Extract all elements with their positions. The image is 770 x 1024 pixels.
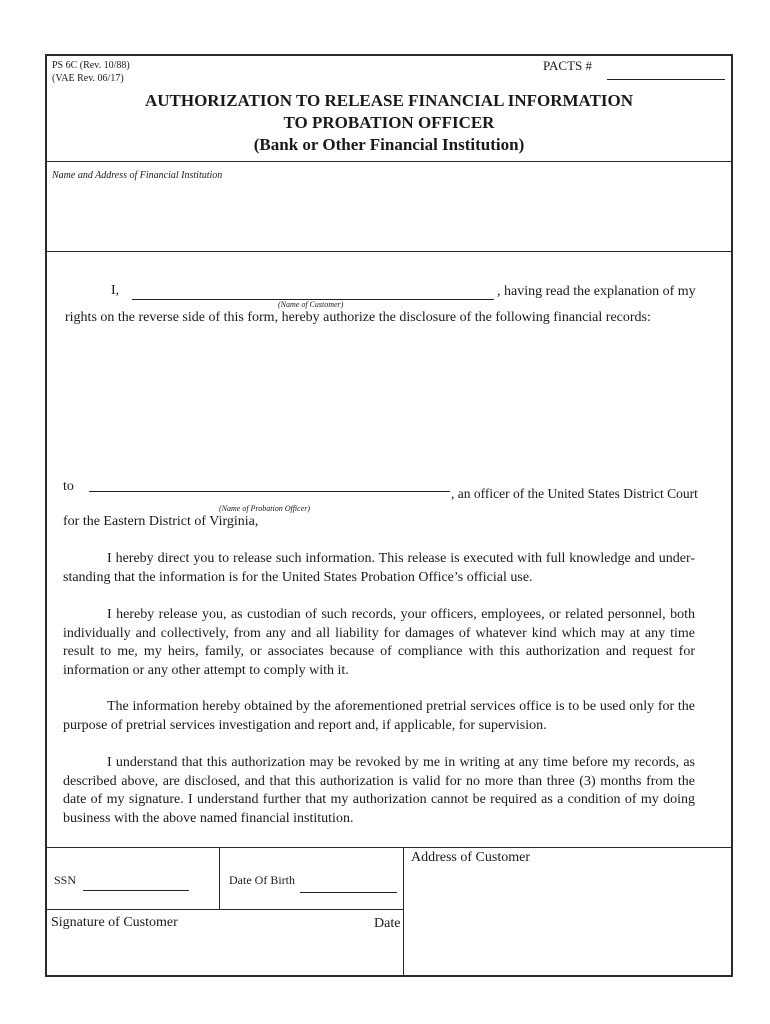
title-line-3: (Bank or Other Financial Institution) [253, 135, 525, 154]
having-read-text: , having read the explanation of my [497, 284, 696, 299]
records-field[interactable] [63, 335, 713, 470]
title-line-1: AUTHORIZATION TO RELEASE FINANCIAL INFORMATION [144, 91, 634, 110]
rights-text: rights on the reverse side of this form, hereby authorize the disclosure of the following financial records: [65, 310, 651, 325]
paragraph-information [63, 698, 695, 735]
paragraph-direct [63, 550, 695, 587]
title-line-2: TO PROBATION OFFICER [283, 113, 495, 132]
dob-label: Date Of Birth [229, 873, 295, 887]
divider [45, 161, 733, 162]
divider [45, 909, 403, 910]
form-number: PS 6C (Rev. 10/88) [52, 60, 130, 71]
date-label: Date [374, 916, 401, 931]
pacts-label: PACTS # [543, 58, 593, 73]
signature-field[interactable] [47, 932, 401, 975]
ssn-field[interactable] [83, 890, 189, 891]
institution-label: Name and Address of Financial Institution [52, 170, 223, 181]
i-label: I, [111, 283, 120, 298]
paragraph-direct-text: I hereby direct you to release such information. This release is executed with full knowledge and under-standing that the information is for the United States Probation Office’s official use. [63, 551, 695, 585]
address-label: Address of Customer [411, 850, 530, 865]
officer-name-field[interactable] [89, 491, 450, 492]
paragraph-revocation-text: I understand that this authorization may be revoked by me in writing at any time before my records, as described above, are disclosed, and that this authorization is valid for no more than three (3) months from the date of my signature. I understand further that my authorization cannot be required as a condition of my doing business with the above named financial institution. [63, 755, 695, 826]
address-field[interactable] [406, 870, 731, 975]
signature-label: Signature of Customer [51, 915, 178, 930]
pacts-field[interactable] [607, 79, 725, 80]
divider [403, 847, 404, 977]
to-label: to [63, 479, 74, 494]
dob-field[interactable] [300, 892, 397, 893]
divider [45, 251, 733, 252]
customer-caption: (Name of Customer) [278, 300, 344, 309]
officer-text: , an officer of the United States District Court [451, 486, 698, 501]
paragraph-release-text: I hereby release you, as custodian of such records, your officers, employees, or related personnel, both individually and collectively, from any and all liability for damages of whatever kind which may at any time result to me, my heirs, family, or associates because of compliance with this authorization and request for information or any other attempt to comply with it. [63, 607, 695, 678]
vae-revision: (VAE Rev. 06/17) [52, 73, 124, 84]
paragraph-release [63, 606, 695, 680]
ssn-label: SSN [54, 873, 77, 887]
institution-field[interactable] [47, 185, 731, 249]
officer-caption: (Name of Probation Officer) [219, 504, 311, 513]
district-text: for the Eastern District of Virginia, [63, 514, 259, 529]
divider [45, 847, 733, 848]
paragraph-revocation [63, 754, 695, 828]
divider [219, 847, 220, 910]
paragraph-information-text: The information hereby obtained by the aforementioned pretrial services office is to be used only for the purpose of pretrial services investigation and report and, if applicable, for supervision. [63, 699, 695, 733]
